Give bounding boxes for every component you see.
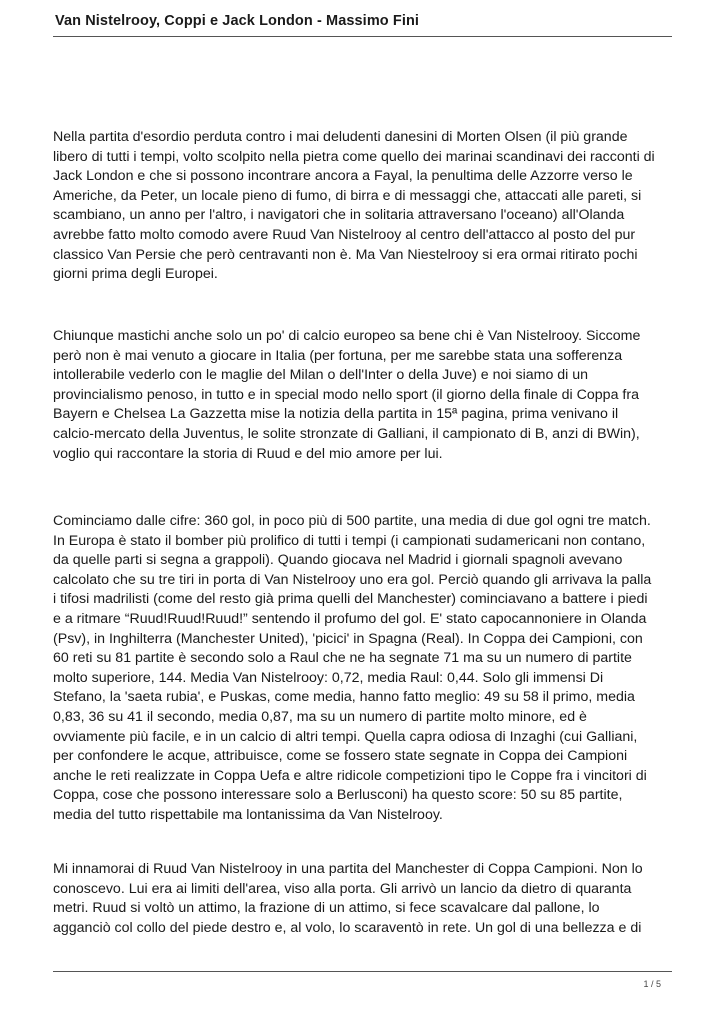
paragraph-line: libero di tutti i tempi, volto scolpito nella pietra come quello dei marinai scandinavi dei racconti di (53, 148, 655, 165)
paragraph-line: conoscevo. Lui era ai limiti dell'area, viso alla porta. Gli arrivò un lancio da dietro di quaranta (53, 880, 632, 897)
paragraph-line: classico Van Persie che però centravanti non è. Ma Van Niestelrooy si era ormai ritirato pochi (53, 246, 638, 263)
paragraph-line: avrebbe fatto molto comodo avere Ruud Van Nistelrooy al centro dell'attacco al posto del pur (53, 226, 636, 243)
paragraph-line: 60 reti su 81 partite è secondo solo a Raul che ne ha segnate 71 ma su un numero di partite (53, 650, 632, 667)
paragraph-line: Chiunque mastichi anche solo un po' di calcio europeo sa bene chi è Van Nistelrooy. Siccome (53, 328, 641, 344)
paragraph-line: agganciò col collo del piede destro e, al volo, lo scaraventò in rete. Un gol di una bellezza e di (53, 919, 642, 936)
paragraph-line: Nella partita d'esordio perduta contro i mai deludenti danesini di Morten Olsen (il più grande (53, 129, 628, 145)
article-paragraph (53, 128, 655, 285)
paragraph-line: media del tutto rispettabile ma lontanissima da Van Nistelrooy. (53, 806, 443, 823)
paragraph-line: metri. Ruud si voltò un attimo, la frazione di un attimo, si fece scavalcare dal pallone, lo (53, 900, 600, 917)
paragraph-line: e a ritmare “Ruud!Ruud!Ruud!” sentendo il profumo del gol. E' stato capocannoniere in Olanda (53, 610, 647, 627)
paragraph-line: voglio qui raccontare la storia di Ruud e del mio amore per lui. (53, 445, 443, 462)
paragraph-line: calcio-mercato della Juventus, le solite stronzate di Galliani, il campionato di B, anzi di BWin), (53, 425, 640, 442)
paragraph-line: intollerabile vederlo con le maglie del Milan o dell'Inter o della Juve) e noi siamo di un (53, 367, 589, 384)
header-divider (53, 36, 672, 37)
paragraph-line: Coppa, cose che possono interessare solo a Berlusconi) ha questo score: 50 su 85 partite, (53, 787, 623, 804)
paragraph-line: anche le reti realizzate in Coppa Uefa e altre ridicole competizioni tipo le Coppe fra i vincitori di (53, 767, 647, 784)
paragraph-line: Jack London e che si possono incontrare ancora a Fayal, la penultima delle Azzorre verso le (53, 168, 633, 185)
paragraph-line: Mi innamorai di Ruud Van Nistelrooy in una partita del Manchester di Coppa Campioni. Non lo (53, 861, 643, 877)
paragraph-line: però non è mai venuto a giocare in Italia (per fortuna, per me sarebbe stata una sofferenza (53, 347, 623, 364)
paragraph-line: molto superiore, 144. Media Van Nistelrooy: 0,72, media Raul: 0,44. Solo gli immensi Di (53, 669, 604, 686)
paragraph-line: 0,83, 36 su 41 il secondo, media 0,87, ma su un numero di partite molto minore, ed è (53, 708, 587, 725)
paragraph-line: per confondere le acque, attribuisce, come se fossero state segnate in Coppa dei Campioni (53, 748, 628, 765)
paragraph-line: Americhe, da Peter, un locale pieno di fumo, di birra e di messaggi che, attaccati alle pareti, si (53, 187, 642, 204)
paragraph-line: provincialismo penoso, in tutto e in special modo nello sport (il giorno della finale di Coppa fra (53, 386, 639, 403)
paragraph-line: da quelle parti si segna a grappoli). Quando giocava nel Madrid i giornali spagnoli avevano (53, 552, 623, 569)
footer-divider (53, 971, 672, 972)
paragraph-line: calcolato che su tre tiri in porta di Van Nistelrooy uno era gol. Perciò quando gli arrivava la palla (53, 571, 652, 588)
paragraph-line: ovviamente più facile, e in un calcio di altri tempi. Quella capra odiosa di Inzaghi (cui Galliani, (53, 728, 638, 745)
paragraph-line: i tifosi madrilisti (come del resto già prima quelli del Manchester) cominciavano a battere i piedi (53, 591, 648, 608)
paragraph-line: Bayern e Chelsea La Gazzetta mise la notizia della partita in 15ª pagina, prima venivano il (53, 406, 619, 423)
page-number: 1 / 5 (643, 979, 661, 989)
paragraph-line: (Psv), in Inghilterra (Manchester United), 'picici' in Spagna (Real). In Coppa dei Campioni, con (53, 630, 643, 647)
article-paragraph (53, 327, 640, 464)
article-paragraph (53, 512, 651, 826)
paragraph-line: scambiano, un anno per l'altro, i navigatori che in solitaria attraversano l'oceano) all'Olanda (53, 207, 625, 224)
paragraph-line: In Europa è stato il bomber più prolifico di tutti i tempi (i campionati sudamericani non contano, (53, 532, 646, 549)
paragraph-line: Stefano, la 'saeta rubia', e Puskas, come media, hanno fatto meglio: 49 su 58 il primo, media (53, 689, 635, 706)
paragraph-line: Cominciamo dalle cifre: 360 gol, in poco più di 500 partite, una media di due gol ogni tre match. (53, 513, 651, 529)
page-header-title: Van Nistelrooy, Coppi e Jack London - Massimo Fini (55, 13, 420, 29)
article-paragraph (53, 860, 643, 938)
paragraph-line: giorni prima degli Europei. (53, 266, 218, 283)
